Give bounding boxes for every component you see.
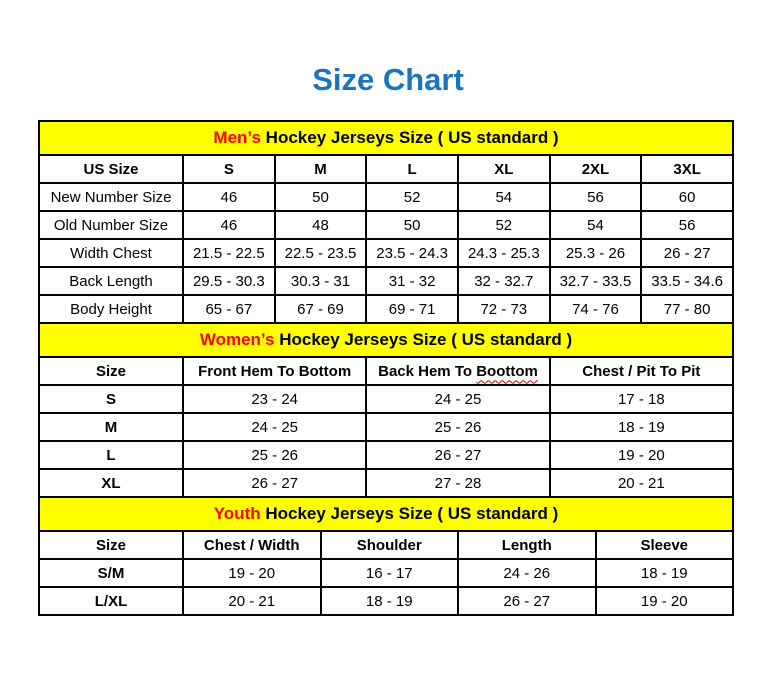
row-label: New Number Size: [39, 183, 183, 211]
table-cell: 72 - 73: [458, 295, 550, 323]
mens-band-header: [38, 120, 734, 156]
table-cell: 25 - 26: [366, 413, 549, 441]
band-rest-text: Hockey Jerseys Size ( US standard ): [274, 330, 573, 349]
table-cell: 24.3 - 25.3: [458, 239, 550, 267]
table-cell: 24 - 25: [366, 385, 549, 413]
table-cell: 21.5 - 22.5: [183, 239, 275, 267]
header-row: [39, 155, 733, 183]
table-cell: 26 - 27: [458, 587, 596, 615]
table-cell: 19 - 20: [183, 559, 321, 587]
table-row: [39, 469, 733, 497]
band-rest-text: Hockey Jerseys Size ( US standard ): [260, 128, 559, 147]
table-cell: 25 - 26: [183, 441, 366, 469]
mens-table: [38, 154, 734, 324]
column-header: Back Hem To Boottom: [366, 357, 549, 385]
table-cell: 30.3 - 31: [275, 267, 367, 295]
womens-band-header: [38, 322, 734, 358]
column-header: Sleeve: [596, 531, 734, 559]
table-row: [39, 267, 733, 295]
row-label: L/XL: [39, 587, 183, 615]
table-cell: 46: [183, 183, 275, 211]
table-cell: 33.5 - 34.6: [641, 267, 733, 295]
table-cell: 20 - 21: [550, 469, 733, 497]
page-title: Size Chart: [312, 62, 464, 97]
table-row: [39, 587, 733, 615]
table-cell: 29.5 - 30.3: [183, 267, 275, 295]
row-label: S: [39, 385, 183, 413]
table-cell: 54: [458, 183, 550, 211]
column-header: L: [366, 155, 458, 183]
table-cell: 65 - 67: [183, 295, 275, 323]
row-label: M: [39, 413, 183, 441]
section-youth: [38, 496, 734, 616]
table-cell: 23 - 24: [183, 385, 366, 413]
table-cell: 56: [550, 183, 642, 211]
header-row: [39, 531, 733, 559]
column-header: Shoulder: [321, 531, 459, 559]
column-header: M: [275, 155, 367, 183]
table-cell: 17 - 18: [550, 385, 733, 413]
womens-table: [38, 356, 734, 498]
table-row: [39, 211, 733, 239]
table-cell: 48: [275, 211, 367, 239]
table-cell: 54: [550, 211, 642, 239]
row-label: Back Length: [39, 267, 183, 295]
table-cell: 32 - 32.7: [458, 267, 550, 295]
table-row: [39, 413, 733, 441]
table-cell: 19 - 20: [596, 587, 734, 615]
misspelled-word: Boottom: [476, 362, 538, 380]
table-row: [39, 559, 733, 587]
table-cell: 26 - 27: [641, 239, 733, 267]
table-cell: 56: [641, 211, 733, 239]
table-row: [39, 239, 733, 267]
section-womens: [38, 322, 734, 498]
section-mens: [38, 120, 734, 324]
column-header: Size: [39, 357, 183, 385]
column-header: 2XL: [550, 155, 642, 183]
table-cell: 23.5 - 24.3: [366, 239, 458, 267]
youth-table: [38, 530, 734, 616]
table-cell: 52: [366, 183, 458, 211]
column-header: Front Hem To Bottom: [183, 357, 366, 385]
table-cell: 46: [183, 211, 275, 239]
row-label: XL: [39, 469, 183, 497]
table-cell: 24 - 26: [458, 559, 596, 587]
row-label: L: [39, 441, 183, 469]
table-cell: 32.7 - 33.5: [550, 267, 642, 295]
row-label: Old Number Size: [39, 211, 183, 239]
band-highlight-text: Women’s: [199, 330, 275, 349]
band-rest-text: Hockey Jerseys Size ( US standard ): [260, 504, 559, 523]
table-cell: 77 - 80: [641, 295, 733, 323]
table-cell: 18 - 19: [550, 413, 733, 441]
youth-band-header: [38, 496, 734, 532]
band-highlight-text: Youth: [213, 504, 261, 523]
column-header: 3XL: [641, 155, 733, 183]
table-cell: 26 - 27: [183, 469, 366, 497]
size-chart-tables: [38, 120, 734, 616]
table-cell: 69 - 71: [366, 295, 458, 323]
row-label: S/M: [39, 559, 183, 587]
table-row: [39, 385, 733, 413]
table-cell: 26 - 27: [366, 441, 549, 469]
table-cell: 16 - 17: [321, 559, 459, 587]
table-row: [39, 441, 733, 469]
column-header: S: [183, 155, 275, 183]
table-cell: 18 - 19: [321, 587, 459, 615]
table-cell: 31 - 32: [366, 267, 458, 295]
row-label: Width Chest: [39, 239, 183, 267]
table-cell: 20 - 21: [183, 587, 321, 615]
column-header: Chest / Width: [183, 531, 321, 559]
table-cell: 60: [641, 183, 733, 211]
table-cell: 24 - 25: [183, 413, 366, 441]
table-cell: 67 - 69: [275, 295, 367, 323]
table-cell: 74 - 76: [550, 295, 642, 323]
table-cell: 25.3 - 26: [550, 239, 642, 267]
table-cell: 50: [366, 211, 458, 239]
table-cell: 52: [458, 211, 550, 239]
table-cell: 18 - 19: [596, 559, 734, 587]
header-row: [39, 357, 733, 385]
table-cell: 22.5 - 23.5: [275, 239, 367, 267]
band-highlight-text: Men’s: [213, 128, 261, 147]
column-header: Length: [458, 531, 596, 559]
table-cell: 27 - 28: [366, 469, 549, 497]
column-header: US Size: [39, 155, 183, 183]
table-row: [39, 295, 733, 323]
table-cell: 19 - 20: [550, 441, 733, 469]
column-header: Chest / Pit To Pit: [550, 357, 733, 385]
column-header: Size: [39, 531, 183, 559]
table-row: [39, 183, 733, 211]
row-label: Body Height: [39, 295, 183, 323]
column-header: XL: [458, 155, 550, 183]
table-cell: 50: [275, 183, 367, 211]
